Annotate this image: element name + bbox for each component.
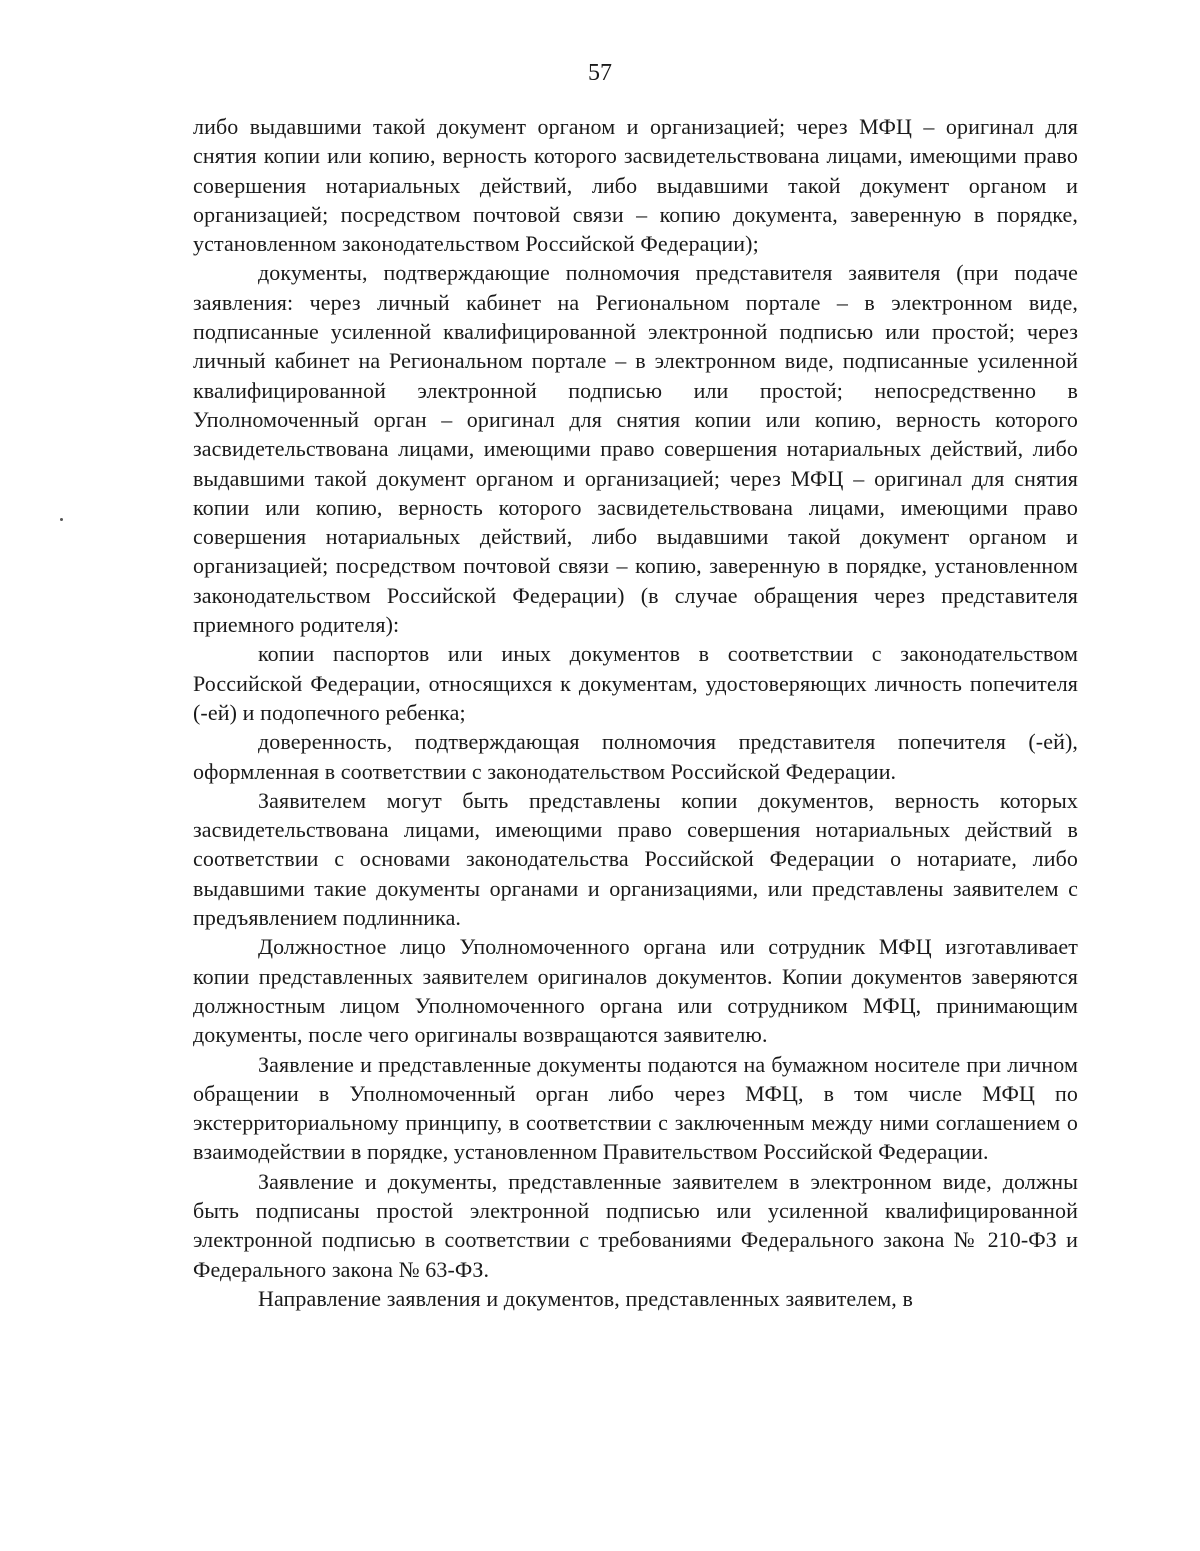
paragraph-certified-copies: Заявителем могут быть представлены копии документов, верность которых засвидетельствована лицами, имеющими право совершения нотариальных действий в соответствии с основами законодательства Российской Федерации о нотариате, либо выдавшими такие документы органами и организациями, или представлены заявителем с предъявлением подлинника.: [193, 787, 1078, 931]
paragraph-representative-documents: документы, подтверждающие полномочия представителя заявителя (при подаче заявления: через личный кабинет на Региональном портале – в электронном виде, подписанные усиленной квалифицированной электронной подписью или простой; через личный кабинет на Региональном портале – в электронном виде, подписанные усиленной квалифицированной электронной подписью или простой; непосредственно в Уполномоченный орган – оригинал для снятия копии или копию, верность которого засвидетельствована лицами, имеющими право совершения нотариальных действий, либо выдавшими такой документ органом и организацией; через МФЦ – оригинал для снятия копии или копию, верность которого засвидетельствована лицами, имеющими право совершения нотариальных действий, либо выдавшими такой документ органом и организацией; посредством почтовой связи – копию, заверенную в порядке, установленном законодательством Российской Федерации) (в случае обращения через представителя приемного родителя):: [193, 260, 1078, 638]
paragraph-official-copies: Должностное лицо Уполномоченного органа или сотрудник МФЦ изготавливает копии представленных заявителем оригиналов документов. Копии документов заверяются должностным лицом Уполномоченного органа или сотрудником МФЦ, принимающим документы, после чего оригиналы возвращаются заявителю.: [193, 934, 1078, 1048]
paragraph-paper-submission: Заявление и представленные документы подаются на бумажном носителе при личном обращении в Уполномоченный орган либо через МФЦ, в том числе МФЦ по экстерриториальному принципу, в соответствии с заключенным между ними соглашением о взаимодействии в порядке, установленном Правительством Российской Федерации.: [193, 1051, 1078, 1165]
paragraph-continuation: либо выдавшими такой документ органом и организацией; через МФЦ – оригинал для снятия копии или копию, верность которого засвидетельствована лицами, имеющими право совершения нотариальных действий, либо выдавшими такой документ органом и организацией; посредством почтовой связи – копию документа, заверенную в порядке, установленном законодательством Российской Федерации);: [193, 114, 1078, 257]
paragraph-electronic-signature: Заявление и документы, представленные заявителем в электронном виде, должны быть подписаны простой электронной подписью или усиленной квалифицированной электронной подписью в соответствии с требованиями Федерального закона № 210-ФЗ и Федерального закона № 63-ФЗ.: [193, 1168, 1078, 1282]
paragraph-power-of-attorney: доверенность, подтверждающая полномочия представителя попечителя (-ей), оформленная в соответствии с законодательством Российской Федерации.: [193, 729, 1078, 784]
paragraph-sending-application: Направление заявления и документов, представленных заявителем, в: [258, 1285, 913, 1311]
scan-speck: [60, 518, 63, 521]
paragraph-passport-copies: копии паспортов или иных документов в соответствии с законодательством Российской Федерации, относящихся к документам, удостоверяющих личность попечителя (-ей) и подопечного ребенка;: [193, 641, 1078, 725]
document-body: [193, 112, 1078, 1313]
page-number: 57: [588, 60, 612, 86]
